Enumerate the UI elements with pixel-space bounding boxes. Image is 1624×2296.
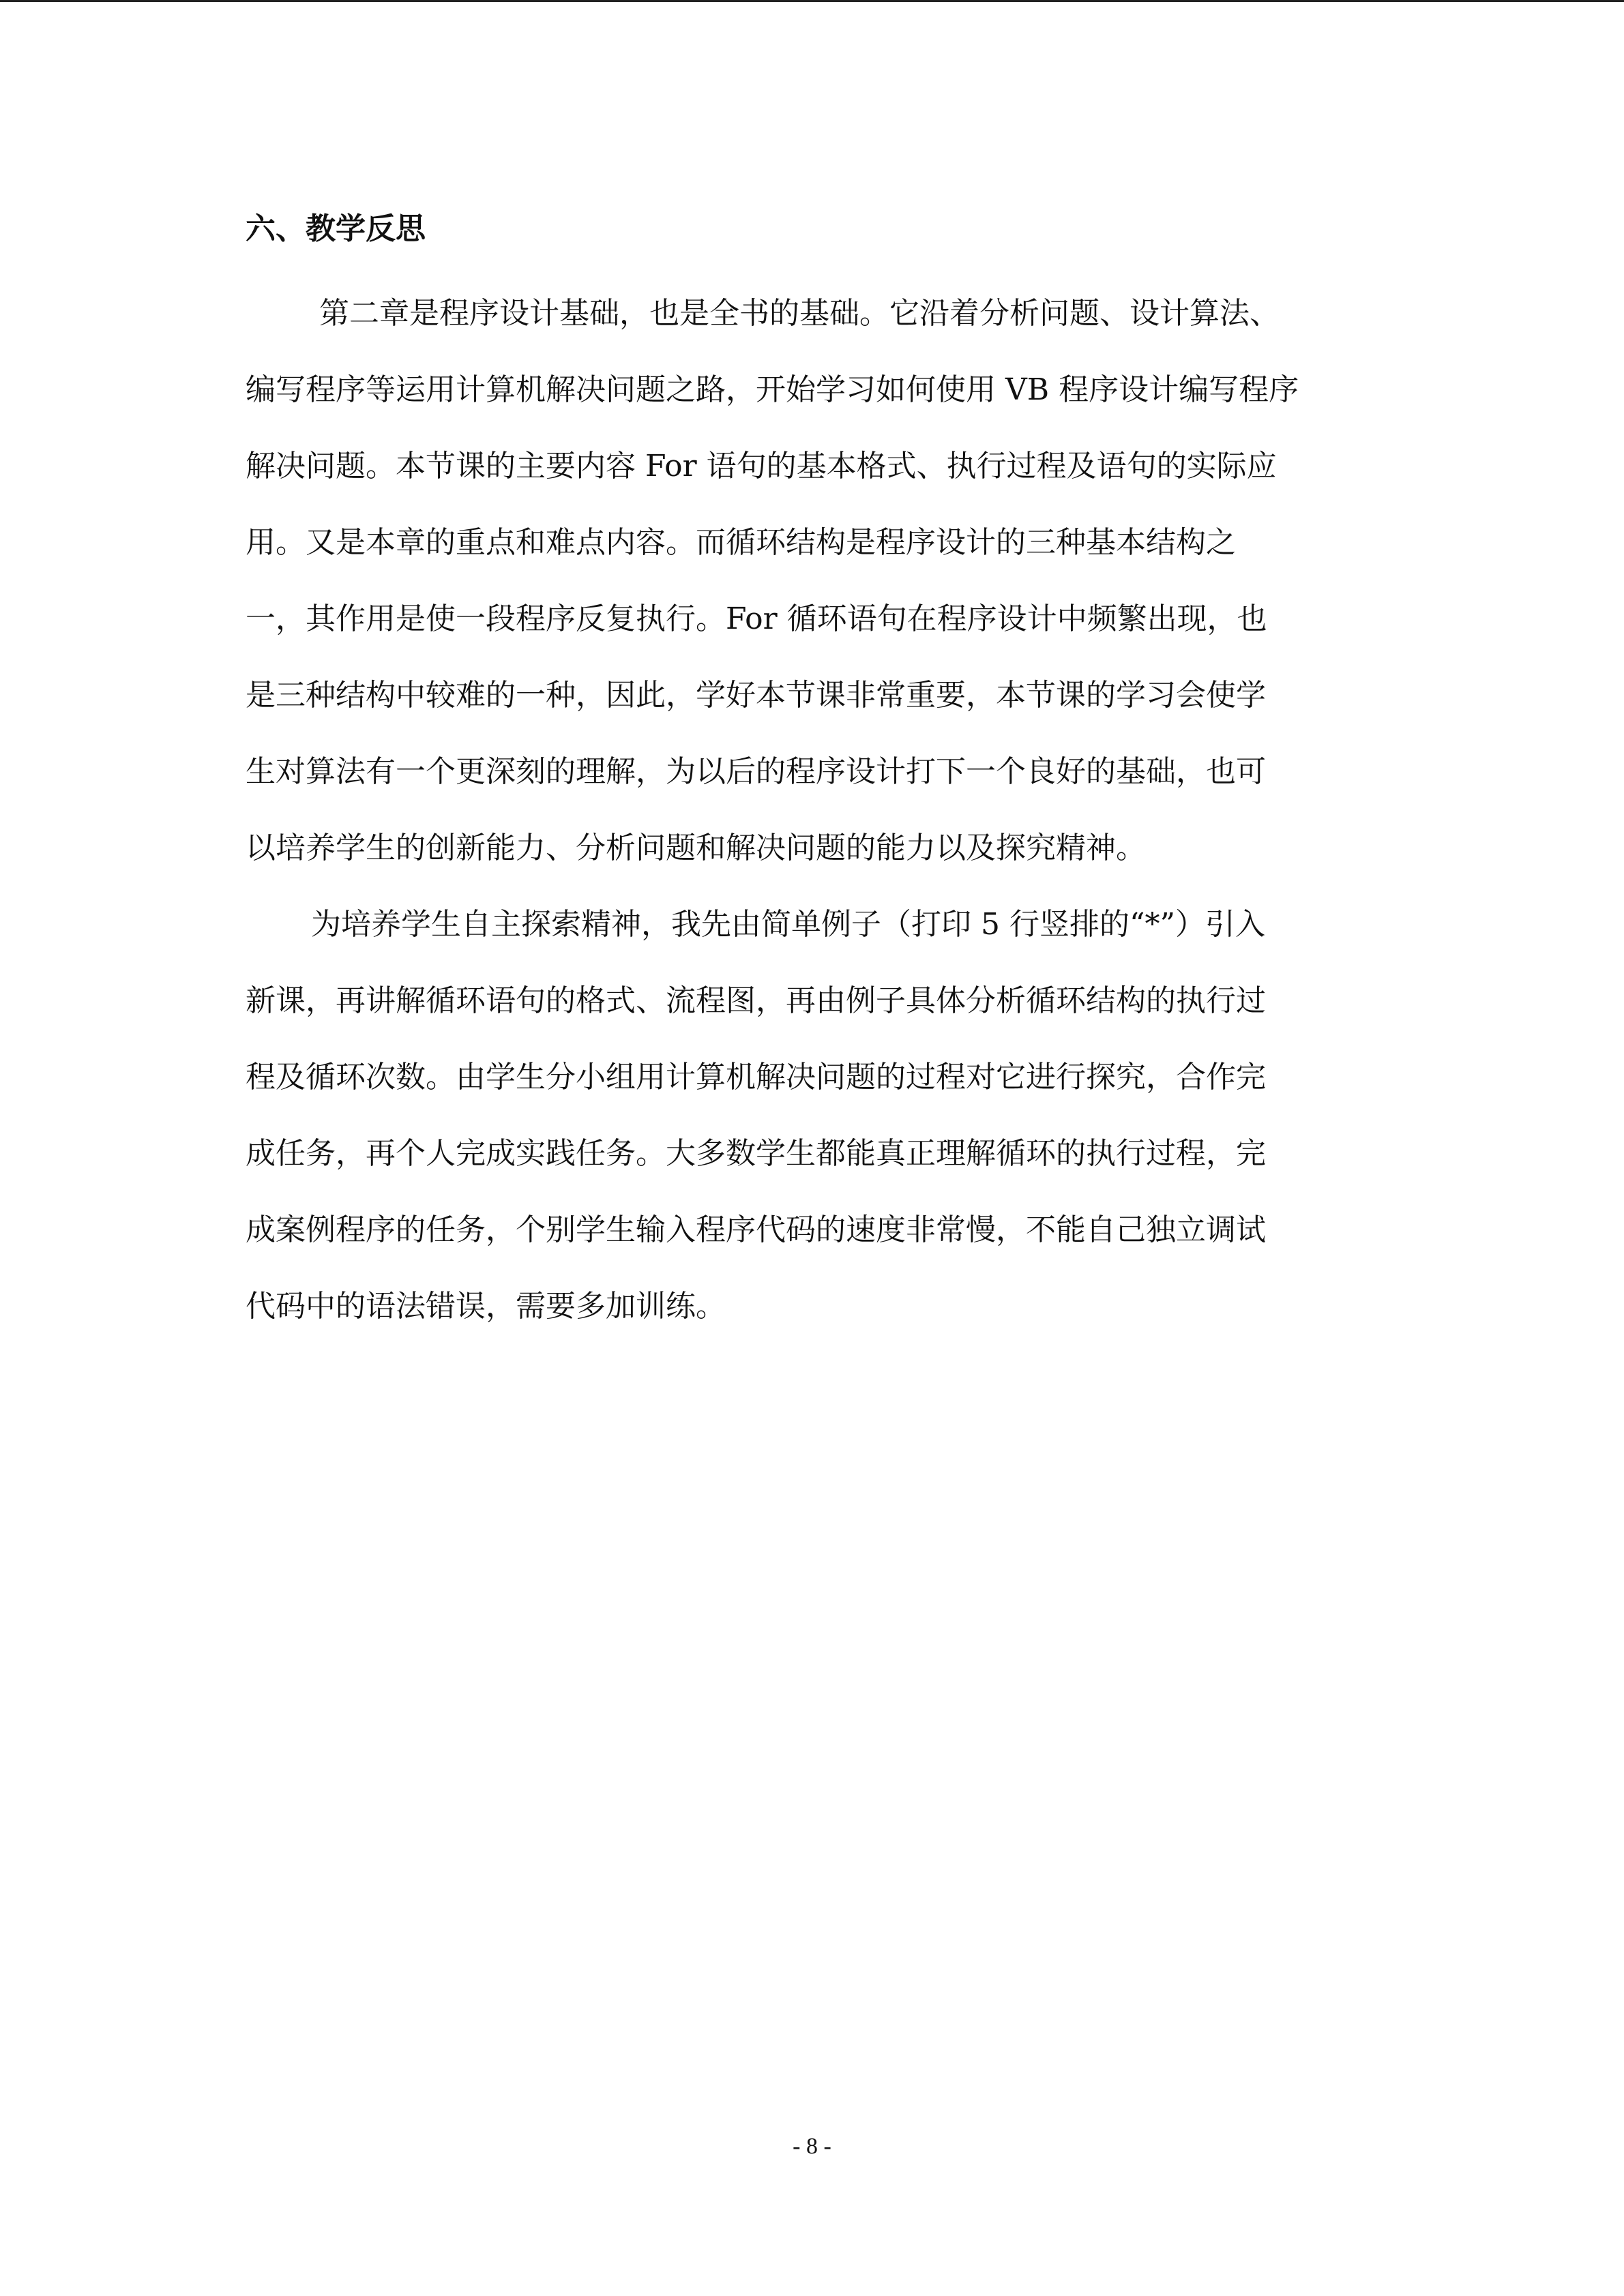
paragraph-line: 用。又是本章的重点和难点内容。而循环结构是程序设计的三种基本结构之 [246, 525, 1236, 560]
top-border-line [0, 0, 1624, 2]
paragraph-line: 成任务，再个人完成实践任务。大多数学生都能真正理解循环的执行过程，完 [246, 1136, 1266, 1171]
section-heading: 六、教学反思 [246, 211, 426, 246]
paragraph-line: 以培养学生的创新能力、分析问题和解决问题的能力以及探究精神。 [246, 831, 1146, 865]
paragraph-line: 生对算法有一个更深刻的理解，为以后的程序设计打下一个良好的基础，也可 [246, 754, 1266, 789]
paragraph-line: 为培养学生自主探索精神，我先由简单例子（打印 5 行竖排的“*”）引入 [311, 907, 1265, 942]
paragraph-line: 一，其作用是使一段程序反复执行。For 循环语句在程序设计中频繁出现，也 [246, 601, 1267, 636]
paragraph-line: 编写程序等运用计算机解决问题之路，开始学习如何使用 VB 程序设计编写程序 [246, 372, 1299, 407]
paragraph-line: 解决问题。本节课的主要内容 For 语句的基本格式、执行过程及语句的实际应 [246, 449, 1277, 483]
page-number: - 8 - [793, 2134, 831, 2159]
paragraph-2 [246, 886, 1378, 1345]
page-content [246, 202, 1378, 1345]
paragraph-line: 成案例程序的任务，个别学生输入程序代码的速度非常慢，不能自己独立调试 [246, 1212, 1266, 1247]
paragraph-1 [246, 275, 1378, 886]
paragraph-line: 是三种结构中较难的一种，因此，学好本节课非常重要，本节课的学习会使学 [246, 678, 1266, 713]
paragraph-line: 第二章是程序设计基础，也是全书的基础。它沿着分析问题、设计算法、 [319, 296, 1280, 331]
paragraph-line: 代码中的语法错误，需要多加训练。 [246, 1289, 726, 1324]
paragraph-line: 程及循环次数。由学生分小组用计算机解决问题的过程对它进行探究，合作完 [246, 1060, 1266, 1094]
paragraph-line: 新课，再讲解循环语句的格式、流程图，再由例子具体分析循环结构的执行过 [246, 983, 1266, 1018]
